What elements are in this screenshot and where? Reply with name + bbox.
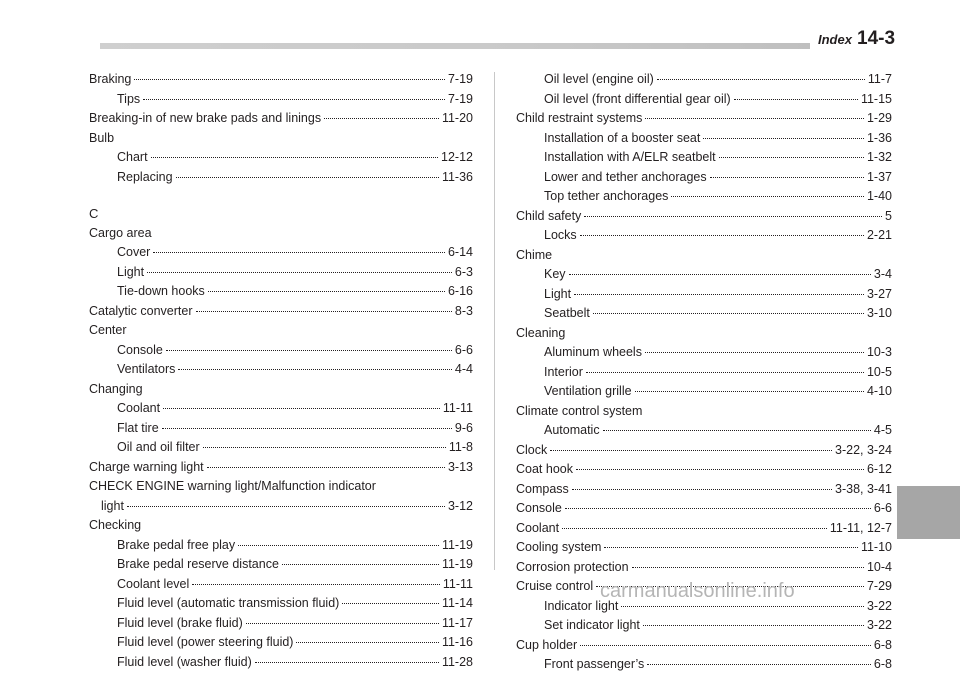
section-spacer [89, 189, 473, 206]
index-subentry [89, 635, 473, 655]
page-reference: 10-4 [866, 559, 892, 574]
page-reference: 7-19 [447, 72, 473, 86]
dot-leader [153, 252, 445, 253]
entry-text: Interior [544, 364, 583, 379]
index-heading: Cargo area [89, 225, 152, 240]
index-subentry [516, 150, 892, 170]
section-thumb-tab [897, 486, 960, 539]
index-subentry [516, 345, 892, 365]
entry-text: Charge warning light [89, 459, 204, 474]
page-reference: 11-11, 12-7 [829, 520, 892, 535]
column-divider [494, 72, 495, 570]
page-reference: 11-15 [860, 91, 892, 106]
page-reference: 3-12 [447, 498, 473, 513]
index-entry [516, 462, 892, 482]
index-subentry [516, 170, 892, 190]
index-subentry [516, 365, 892, 385]
dot-leader [576, 469, 864, 470]
entry-text: Child restraint systems [516, 111, 643, 125]
header-index-label: Index [818, 32, 852, 47]
dot-leader [565, 508, 871, 509]
page-reference: 1-36 [866, 130, 892, 145]
dot-leader [143, 99, 445, 100]
dot-leader [569, 274, 871, 275]
dot-leader [324, 118, 439, 119]
dot-leader [147, 272, 452, 273]
dot-leader [703, 138, 864, 139]
entry-text: Coat hook [516, 462, 573, 476]
dot-leader [166, 350, 452, 351]
dot-leader [550, 450, 832, 451]
page-reference: 6-14 [447, 245, 473, 259]
entry-text: Console [516, 501, 562, 515]
index-entry [516, 521, 892, 541]
page-reference: 4-10 [866, 384, 892, 398]
index-subentry [89, 440, 473, 460]
entry-text: Oil and oil filter [117, 440, 200, 454]
index-heading: Cleaning [516, 325, 566, 340]
entry-text: Ventilation grille [544, 384, 632, 398]
index-heading: Checking [89, 518, 142, 532]
entry-text: Tips [117, 91, 141, 106]
index-heading: Climate control system [516, 403, 643, 418]
index-subentry [516, 657, 892, 677]
entry-text: Lower and tether anchorages [544, 169, 707, 184]
entry-text: Fluid level (brake fluid) [117, 615, 243, 630]
page-reference: 4-4 [454, 362, 473, 376]
dot-leader [238, 545, 439, 546]
entry-text: Light [544, 286, 572, 301]
dot-leader [151, 157, 438, 158]
dot-leader [255, 662, 439, 663]
page-reference: 6-12 [866, 462, 892, 476]
page-reference: 11-19 [441, 557, 473, 571]
index-subentry [89, 655, 473, 675]
page-reference: 10-5 [866, 364, 892, 379]
page-reference: 6-16 [447, 284, 473, 298]
index-entry [89, 304, 473, 324]
index-subentry [516, 131, 892, 151]
index-subentry [89, 596, 473, 616]
dot-leader [645, 118, 864, 119]
dot-leader [163, 408, 440, 409]
dot-leader [572, 489, 832, 490]
entry-text: Clock [516, 442, 548, 457]
dot-leader [192, 584, 440, 585]
entry-text: Fluid level (automatic transmission fluid) [117, 596, 340, 610]
entry-text: Fluid level (power steering fluid) [117, 635, 294, 649]
page-reference: 3-13 [447, 459, 473, 474]
dot-leader [604, 547, 858, 548]
page-reference: 3-22, 3-24 [835, 442, 892, 457]
page-reference: 11-8 [448, 440, 473, 454]
dot-leader [734, 99, 858, 100]
dot-leader [296, 642, 438, 643]
entry-text: Seatbelt [544, 306, 590, 320]
dot-leader [574, 294, 864, 295]
page-reference: 11-7 [867, 72, 892, 86]
entry-text: Installation with A/ELR seatbelt [544, 150, 716, 164]
index-subentry [516, 287, 892, 307]
index-entry [516, 501, 892, 521]
index-subentry [516, 618, 892, 638]
page-reference: 3-22 [866, 598, 892, 613]
index-subentry [89, 170, 473, 190]
index-subentry [89, 557, 473, 577]
index-entry [516, 482, 892, 502]
index-subentry [89, 538, 473, 558]
page-reference: 11-11 [442, 576, 473, 591]
page-reference: 3-38, 3-41 [835, 481, 892, 496]
page-reference: 9-6 [454, 420, 473, 435]
index-subentry [89, 284, 473, 304]
page-reference: 1-29 [866, 111, 892, 125]
entry-text: Key [544, 267, 566, 281]
index-subentry [89, 401, 473, 421]
index-entry [89, 499, 473, 519]
entry-text: Replacing [117, 169, 173, 184]
page-reference: 11-28 [441, 654, 473, 669]
dot-leader [282, 564, 439, 565]
dot-leader [584, 216, 882, 217]
entry-text: Ventilators [117, 362, 176, 376]
index-subentry [516, 384, 892, 404]
dot-leader [593, 313, 864, 314]
index-subentry [89, 92, 473, 112]
page-reference: 8-3 [454, 303, 473, 318]
entry-text: Tie-down hooks [117, 284, 205, 298]
index-subentry [516, 92, 892, 112]
index-subentry [516, 267, 892, 287]
index-subentry [516, 189, 892, 209]
page-reference: 1-32 [866, 150, 892, 164]
entry-text: Cover [117, 245, 151, 259]
entry-text: Breaking-in of new brake pads and linings [89, 111, 322, 125]
dot-leader [621, 606, 864, 607]
page-reference: 11-17 [441, 615, 473, 630]
entry-text: Aluminum wheels [544, 345, 642, 359]
entry-text: Coolant [516, 520, 560, 535]
dot-leader [580, 235, 864, 236]
index-heading: CHECK ENGINE warning light/Malfunction indicator [89, 479, 376, 493]
dot-leader [643, 625, 864, 626]
index-heading: Changing [89, 381, 143, 396]
page-reference: 3-10 [866, 306, 892, 320]
page-reference: 6-3 [454, 264, 473, 279]
page-reference: 11-14 [441, 596, 473, 610]
entry-text: Chart [117, 150, 148, 164]
page-reference: 2-21 [866, 228, 892, 242]
dot-leader [178, 369, 452, 370]
entry-text: Fluid level (washer fluid) [117, 654, 252, 669]
dot-leader [710, 177, 864, 178]
page-reference: 6-8 [873, 637, 892, 652]
index-subentry [89, 577, 473, 597]
index-entry [516, 638, 892, 658]
index-column-left [89, 72, 473, 674]
page-reference: 12-12 [441, 150, 473, 164]
page-reference: 11-19 [441, 537, 473, 552]
entry-text: Brake pedal reserve distance [117, 557, 279, 571]
entry-text: Coolant level [117, 576, 190, 591]
entry-text: light [101, 498, 124, 513]
index-subentry [89, 265, 473, 285]
dot-leader [208, 291, 445, 292]
entry-text: Light [117, 264, 145, 279]
dot-leader [196, 311, 452, 312]
dot-leader [162, 428, 452, 429]
page-reference: 11-36 [441, 169, 473, 184]
dot-leader [657, 79, 865, 80]
page-reference: 3-22 [866, 618, 892, 632]
entry-text: Indicator light [544, 598, 619, 613]
index-heading: Chime [516, 247, 553, 262]
entry-text: Corrosion protection [516, 559, 629, 574]
entry-text: Automatic [544, 423, 600, 437]
entry-text: Oil level (engine oil) [544, 72, 654, 86]
entry-text: Catalytic converter [89, 303, 193, 318]
page-reference: 6-6 [454, 342, 473, 357]
dot-leader [603, 430, 871, 431]
index-heading: Center [89, 323, 127, 337]
dot-leader [671, 196, 864, 197]
entry-text: Set indicator light [544, 618, 640, 632]
dot-leader [586, 372, 864, 373]
index-entry [516, 540, 892, 560]
index-subentry [89, 362, 473, 382]
dot-leader [176, 177, 439, 178]
page-reference: 7-19 [447, 91, 473, 106]
page-reference: 6-6 [873, 501, 892, 515]
dot-leader [562, 528, 827, 529]
page-reference: 1-40 [866, 189, 892, 203]
entry-text: Flat tire [117, 420, 159, 435]
index-subentry [89, 421, 473, 441]
watermark-text: carmanualsonline.info [600, 580, 795, 602]
index-entry [516, 443, 892, 463]
entry-text: Oil level (front differential gear oil) [544, 91, 731, 106]
index-entry [516, 209, 892, 229]
page-reference: 10-3 [866, 345, 892, 359]
page-reference: 3-27 [866, 286, 892, 301]
index-subentry [89, 616, 473, 636]
entry-text: Cruise control [516, 579, 594, 593]
dot-leader [246, 623, 439, 624]
page-reference: 3-4 [873, 267, 892, 281]
entry-text: Braking [89, 72, 132, 86]
dot-leader [719, 157, 864, 158]
index-heading: Bulb [89, 130, 115, 145]
dot-leader [647, 664, 871, 665]
page-reference: 11-10 [860, 540, 892, 554]
entry-text: Cup holder [516, 637, 578, 652]
entry-text: Front passenger’s [544, 657, 645, 671]
dot-leader [203, 447, 446, 448]
index-subentry [516, 72, 892, 92]
entry-text: Top tether anchorages [544, 189, 669, 203]
dot-leader [207, 467, 445, 468]
dot-leader [645, 352, 864, 353]
dot-leader [632, 567, 864, 568]
index-entry [89, 111, 473, 131]
entry-text: Brake pedal free play [117, 537, 236, 552]
dot-leader [127, 506, 445, 507]
index-subentry [89, 343, 473, 363]
dot-leader [342, 603, 439, 604]
page-reference: 1-37 [866, 169, 892, 184]
entry-text: Installation of a booster seat [544, 130, 701, 145]
index-entry [89, 460, 473, 480]
page-reference: 7-29 [866, 579, 892, 593]
entry-text: Compass [516, 481, 569, 496]
header-rule [100, 43, 810, 49]
index-entry [516, 560, 892, 580]
entry-text: Console [117, 342, 163, 357]
dot-leader [580, 645, 871, 646]
dot-leader [134, 79, 445, 80]
index-entry [89, 72, 473, 92]
index-subentry [89, 150, 473, 170]
dot-leader [635, 391, 864, 392]
entry-text: Cooling system [516, 540, 602, 554]
page-reference: 6-8 [873, 657, 892, 671]
entry-text: Child safety [516, 208, 582, 223]
index-subentry [516, 423, 892, 443]
index-subentry [89, 245, 473, 265]
index-letter-heading: C [89, 206, 99, 221]
index-subentry [516, 228, 892, 248]
page-reference: 4-5 [873, 423, 892, 437]
page-reference: 11-20 [441, 111, 473, 125]
page-reference: 11-11 [442, 401, 473, 415]
entry-text: Locks [544, 228, 577, 242]
entry-text: Coolant [117, 401, 161, 415]
index-subentry [516, 306, 892, 326]
header-page-number: 14-3 [857, 28, 896, 49]
index-entry [516, 111, 892, 131]
page-reference: 5 [885, 208, 892, 223]
page-reference: 11-16 [441, 635, 473, 649]
